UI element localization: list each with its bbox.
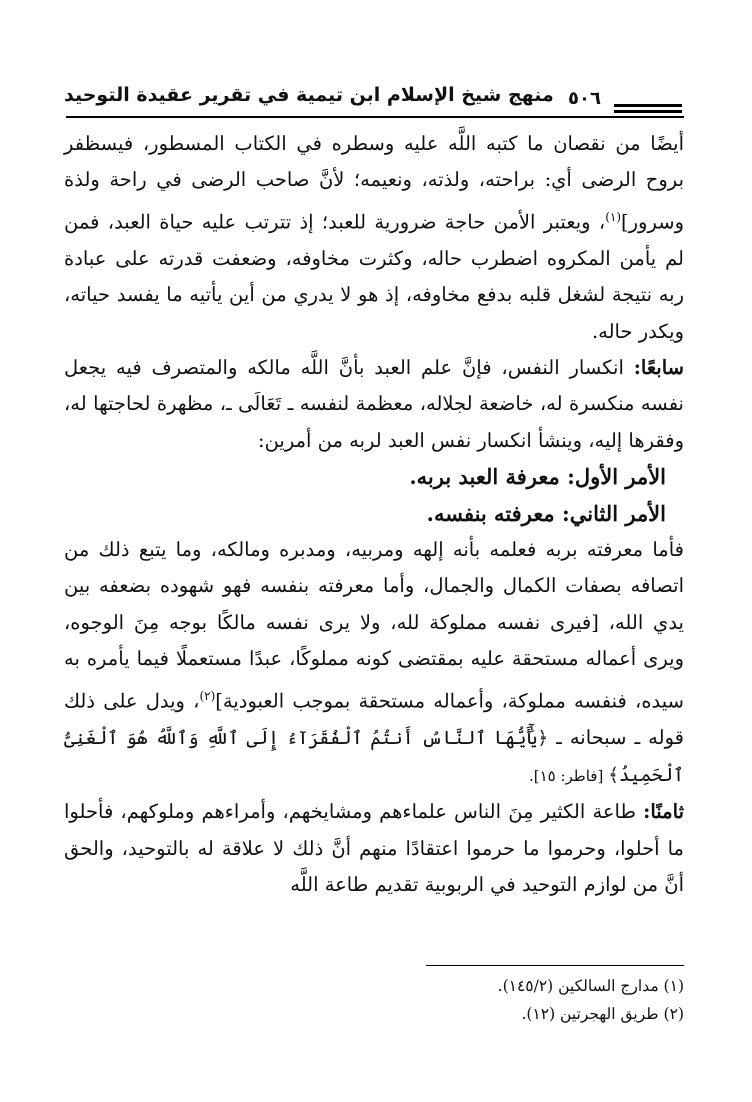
list-item: الأمر الأول: معرفة العبد بربه. [409, 464, 666, 490]
verse-citation: [فاطر: ١٥]. [528, 766, 609, 785]
footnote: (١) مدارج السالكين (١٤٥/٢). [497, 977, 684, 995]
section-label: سابعًا: [633, 355, 684, 379]
paragraph: فأما معرفته بربه فعلمه بأنه إلهه ومربيه، ومدبره ومالكه، وما يتبع ذلك من اتصافه بصفات الكمال والجمال، وأما معرفته بنفسه فهو شهوده بضعفه بين يدي الله، [فيرى نفسه مملوكة لله، ولا يرى نفسه مالكًا بوجه مِنَ الوجوه، ويرى أعماله مستحقة عليه بمقتضى كونه مملوكًا، عبدًا مستعملًا فيما يأمره به سيده، فنفسه مملوكة، وأعماله مستحقة بموجب العبودية]$^{(٢)}$، ويدل على ذلك قوله ـ سبحانه ـ ﴿يَٰٓأَيُّهَا ٱلنَّاسُ أَنتُمُ ٱلْفُقَرَآءُ إِلَى ٱللَّهِ وَٱللَّهُ هُوَ ٱلْغَنِىُّ ٱلْحَمِيدُ﴾ [فاطر: ١٥]. [64, 537, 684, 786]
quran-verse: ﴿يَٰٓأَيُّهَا ٱلنَّاسُ أَنتُمُ ٱلْفُقَرَآءُ إِلَى ٱللَّهِ وَٱللَّهُ هُوَ ٱلْغَنِىُّ ٱلْحَمِيدُ﴾ [64, 727, 684, 786]
running-title: منهج شيخ الإسلام ابن تيمية في تقرير عقيدة التوحيد [64, 84, 554, 106]
list-item: الأمر الثاني: معرفته بنفسه. [426, 500, 666, 526]
footnotes [64, 972, 684, 1028]
page-number: ٥٠٦ [568, 88, 601, 109]
paragraph-seventh: سابعًا: انكسار النفس، فإنَّ علم العبد بأنَّ اللَّه مالكه والمتصرف فيه يجعل نفسه منكسرة له، خاضعة لجلاله، معظمة لنفسه ـ تَعَالَى ـ، مظهرة لحاجتها له، وفقرها إليه، وينشأ انكسار نفس العبد لربه من أمرين: [64, 355, 684, 452]
footnote-ref: (٢) [199, 688, 216, 703]
header-ornament-rule [614, 110, 682, 113]
paragraph: أيضًا من نقصان ما كتبه اللَّه عليه وسطره في الكتاب المسطور، فيسظفر بروح الرضى أي: براحته، ولذته، ونعيمه؛ لأنَّ صاحب الرضى في راحة ولذة وسرور]$^{(١)}$، ويعتبر الأمن حاجة ضرورية للعبد؛ إذ تترتب عليه حياة العبد، فمن لم يأمن المكروه اضطرب حاله، وكثرت مخاوفه، وضعفت قدرته على عبادة ربه نتيجة لشغل قلبه بدفع مخاوفه، إذ هو لا يدري من أين يأتيه ما يفسد حياته، ويكدر حاله. [64, 132, 684, 343]
footnote: (٢) طريق الهجرتين (١٢). [521, 1005, 684, 1023]
footnote-ref: (١) [605, 209, 622, 224]
main-text [64, 126, 684, 904]
header-rule [66, 116, 684, 118]
header-ornament-rule [614, 104, 682, 107]
section-label: ثامنًا: [643, 800, 684, 824]
footnote-rule [426, 965, 684, 966]
paragraph-eighth: ثامنًا: طاعة الكثير مِنَ الناس علماءهم ومشايخهم، وأمراءهم وملوكهم، فأحلوا ما أحلوا، وحرموا ما حرموا اعتقادًا منهم أنَّ ذلك لا علاقة له بالتوحيد، والحق أنَّ من لوازم التوحيد في الربوبية تقديم طاعة اللَّه [64, 800, 684, 897]
